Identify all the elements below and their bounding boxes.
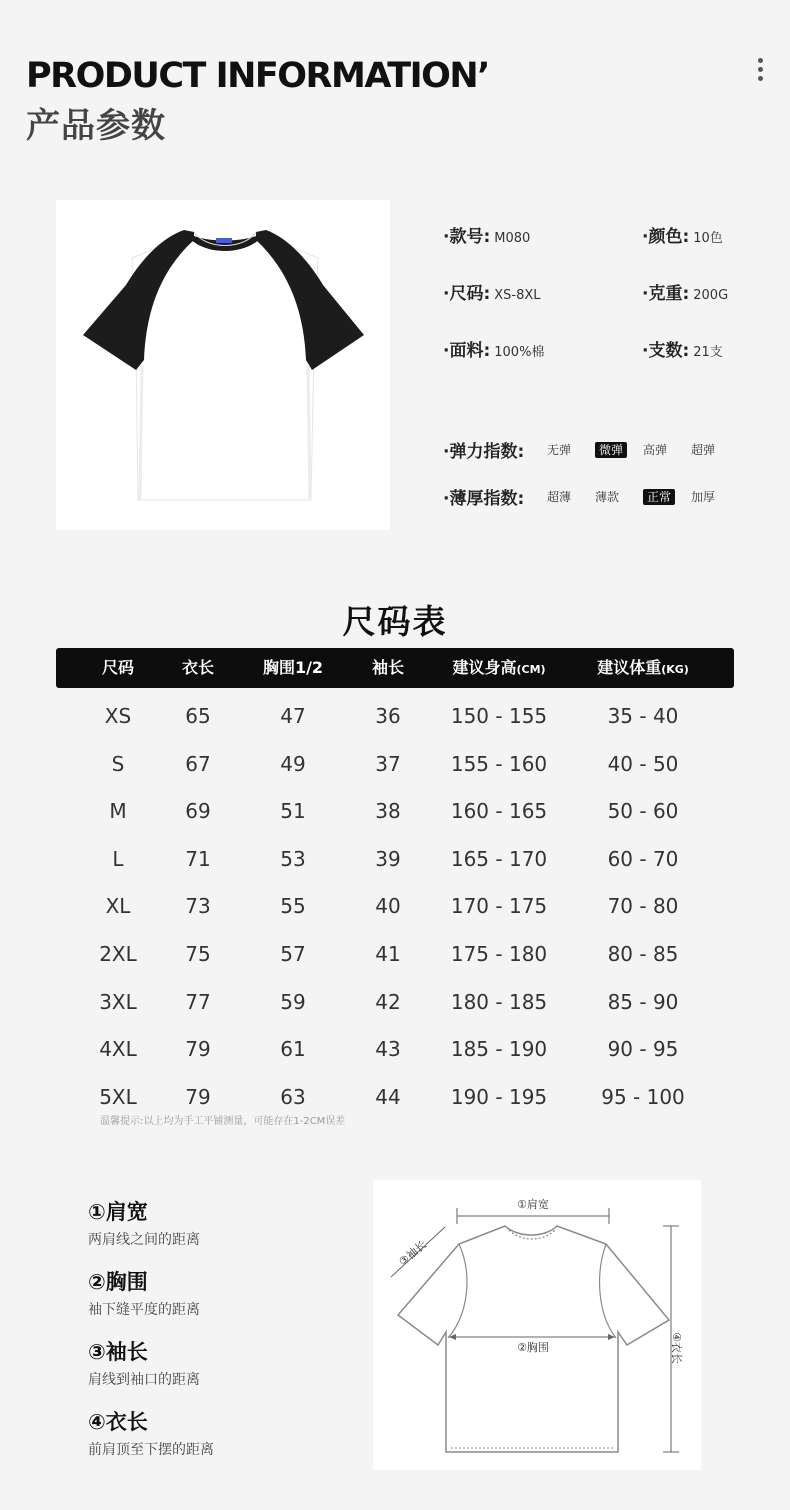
thickness-option: 薄款 xyxy=(595,490,620,504)
measurement-desc: 两肩线之间的距离 xyxy=(88,1232,200,1248)
cell-chest: 51 xyxy=(280,799,306,824)
cell-height: 185 - 190 xyxy=(450,1037,548,1062)
cell-size: 2XL xyxy=(99,942,137,966)
spec-fabric-value: 100%棉 xyxy=(494,345,545,360)
cell-chest: 53 xyxy=(280,846,306,871)
diagram-chest-label: ②胸围 xyxy=(517,1341,549,1354)
cell-length: 77 xyxy=(185,989,211,1014)
spec-yarn-label: ·支数: xyxy=(642,341,690,361)
cell-weight: 35 - 40 xyxy=(607,704,679,728)
table-row xyxy=(56,836,734,883)
elasticity-option: 无弹 xyxy=(547,443,572,457)
cell-length: 71 xyxy=(185,846,211,871)
spec-weight xyxy=(642,279,728,304)
cell-sleeve: 44 xyxy=(375,1084,401,1109)
thickness-option: 加厚 xyxy=(691,490,716,504)
cell-size: 4XL xyxy=(99,1037,137,1062)
header-size: 尺码 xyxy=(101,658,134,677)
cell-chest: 61 xyxy=(280,1037,306,1062)
elasticity-option-selected: 微弹 xyxy=(587,441,635,458)
elasticity-index xyxy=(443,437,731,462)
measurement-desc: 前肩顶至下摆的距离 xyxy=(88,1442,214,1458)
measurement-sleeve xyxy=(88,1336,200,1389)
thickness-label: ·薄厚指数: xyxy=(443,489,525,509)
cell-length: 67 xyxy=(185,751,211,776)
header-length: 衣长 xyxy=(181,658,214,677)
cell-weight: 95 - 100 xyxy=(601,1084,685,1109)
raglan-tshirt-icon xyxy=(56,200,390,530)
cell-length: 79 xyxy=(185,1084,211,1109)
elasticity-option: 高弹 xyxy=(643,443,668,457)
cell-length: 65 xyxy=(185,704,211,728)
header-sleeve: 袖长 xyxy=(371,658,404,677)
diagram-sleeve-label: ③袖长 xyxy=(396,1238,430,1269)
spec-size-value: XS-8XL xyxy=(494,288,541,303)
measurement-desc: 袖下缝平度的距离 xyxy=(88,1302,200,1318)
cell-size: 5XL xyxy=(99,1084,137,1109)
measurement-title: ①肩宽 xyxy=(88,1200,148,1224)
spec-style-value: M080 xyxy=(494,231,531,246)
cell-chest: 63 xyxy=(280,1084,306,1109)
size-chart-header xyxy=(56,648,734,688)
cell-sleeve: 39 xyxy=(375,846,401,871)
measurement-length xyxy=(88,1406,214,1459)
cell-chest: 55 xyxy=(280,894,306,919)
cell-sleeve: 36 xyxy=(375,704,401,728)
spec-color-value: 10色 xyxy=(693,231,723,246)
elasticity-label: ·弹力指数: xyxy=(443,442,525,462)
cell-weight: 40 - 50 xyxy=(607,751,679,776)
cell-sleeve: 38 xyxy=(375,799,401,824)
cell-height: 180 - 185 xyxy=(450,989,548,1014)
cell-height: 170 - 175 xyxy=(450,894,548,919)
cell-height: 155 - 160 xyxy=(450,751,548,776)
size-chart-note: 温馨提示:以上均为手工平铺测量，可能存在1-2CM误差 xyxy=(100,1116,346,1127)
table-row xyxy=(56,883,734,930)
measurement-shoulder xyxy=(88,1196,200,1249)
measurement-title: ②胸围 xyxy=(88,1270,148,1294)
header-weight: 建议体重(KG) xyxy=(597,658,689,677)
spec-weight-value: 200G xyxy=(693,288,729,303)
measurement-diagram xyxy=(373,1180,701,1470)
cell-height: 165 - 170 xyxy=(450,846,548,871)
spec-fabric-label: ·面料: xyxy=(443,341,491,361)
elasticity-option: 超弹 xyxy=(691,443,716,457)
header-height: 建议身高(CM) xyxy=(452,658,546,677)
spec-weight-label: ·克重: xyxy=(642,284,690,304)
size-chart-title: 尺码表 xyxy=(342,602,448,641)
cell-sleeve: 43 xyxy=(375,1037,401,1062)
measurement-title: ③袖长 xyxy=(88,1340,148,1364)
cell-height: 190 - 195 xyxy=(450,1084,548,1109)
cell-length: 69 xyxy=(185,799,211,824)
diagram-shoulder-label: ①肩宽 xyxy=(517,1198,549,1211)
table-row xyxy=(56,788,734,835)
cell-chest: 49 xyxy=(280,751,306,776)
more-menu-icon[interactable] xyxy=(754,58,766,88)
cell-length: 75 xyxy=(185,942,211,966)
cell-size: L xyxy=(112,846,124,871)
product-image xyxy=(56,200,390,530)
thickness-option: 超薄 xyxy=(547,490,572,504)
title-english: PRODUCT INFORMATION’ xyxy=(26,56,489,96)
cell-size: 3XL xyxy=(99,989,137,1014)
cell-size: S xyxy=(111,751,125,776)
spec-style-label: ·款号: xyxy=(443,227,491,247)
cell-size: M xyxy=(109,799,127,824)
cell-length: 73 xyxy=(185,894,211,919)
cell-height: 160 - 165 xyxy=(450,799,548,824)
cell-weight: 70 - 80 xyxy=(607,894,679,919)
thickness-option-selected: 正常 xyxy=(635,488,683,505)
measurement-desc: 肩线到袖口的距离 xyxy=(88,1372,200,1388)
table-row xyxy=(56,693,734,740)
cell-size: XL xyxy=(105,894,131,919)
cell-weight: 85 - 90 xyxy=(607,989,679,1014)
cell-sleeve: 41 xyxy=(375,942,401,966)
cell-chest: 57 xyxy=(280,942,306,966)
spec-style xyxy=(443,222,530,247)
spec-yarn xyxy=(642,336,723,361)
cell-sleeve: 40 xyxy=(375,894,401,919)
cell-weight: 90 - 95 xyxy=(607,1037,679,1062)
title-chinese: 产品参数 xyxy=(26,106,166,146)
cell-chest: 59 xyxy=(280,989,306,1014)
spec-yarn-value: 21支 xyxy=(693,345,723,360)
diagram-length-label: ④衣长 xyxy=(670,1332,683,1364)
cell-chest: 47 xyxy=(280,704,306,728)
cell-sleeve: 37 xyxy=(375,751,401,776)
spec-size xyxy=(443,279,541,304)
cell-height: 150 - 155 xyxy=(450,704,548,728)
cell-height: 175 - 180 xyxy=(450,942,548,966)
table-row xyxy=(56,741,734,788)
tshirt-outline-icon xyxy=(373,1180,701,1470)
measurement-title: ④衣长 xyxy=(88,1410,148,1434)
header-chest: 胸围1/2 xyxy=(262,658,324,677)
spec-color xyxy=(642,222,723,247)
cell-weight: 50 - 60 xyxy=(607,799,679,824)
measurement-chest xyxy=(88,1266,200,1319)
cell-size: XS xyxy=(104,704,132,728)
spec-size-label: ·尺码: xyxy=(443,284,491,304)
cell-sleeve: 42 xyxy=(375,989,401,1014)
cell-weight: 80 - 85 xyxy=(607,942,679,966)
table-row xyxy=(56,979,734,1026)
thickness-index xyxy=(443,484,731,509)
table-row xyxy=(56,1026,734,1073)
table-row xyxy=(56,931,734,978)
cell-weight: 60 - 70 xyxy=(607,846,679,871)
spec-color-label: ·颜色: xyxy=(642,227,690,247)
cell-length: 79 xyxy=(185,1037,211,1062)
spec-fabric xyxy=(443,336,544,361)
